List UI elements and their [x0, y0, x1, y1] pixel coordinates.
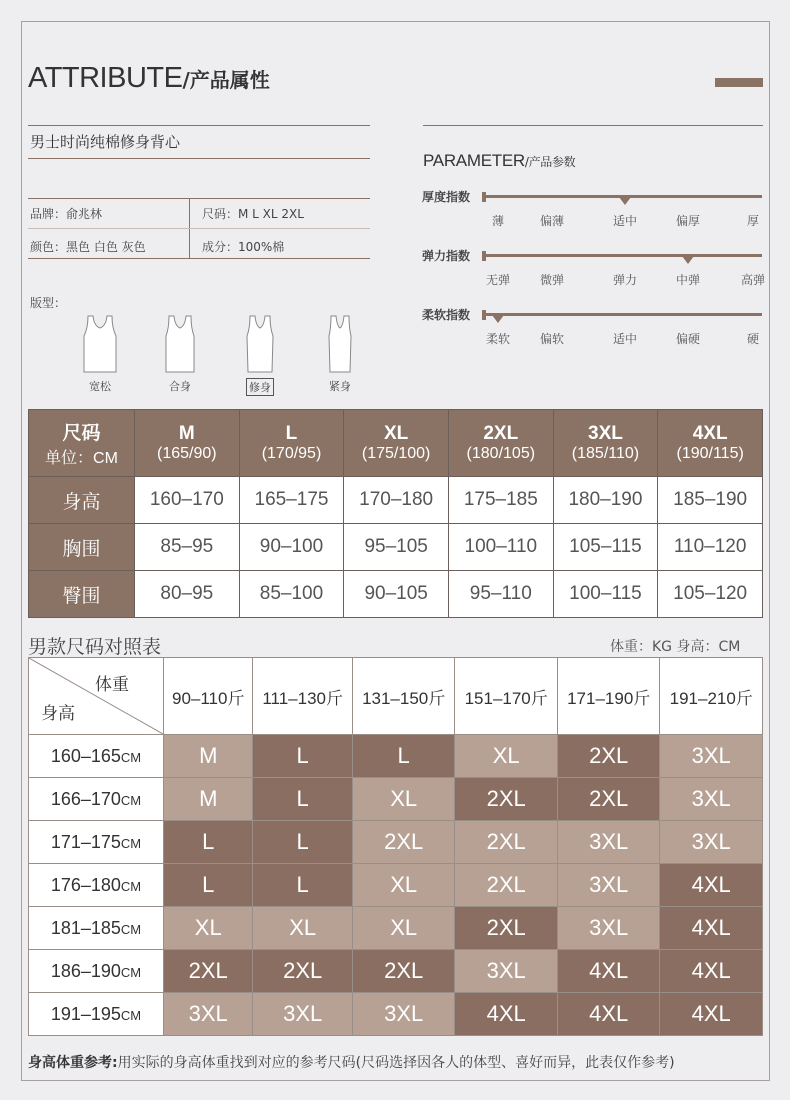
- table-row: [29, 950, 763, 993]
- fit-option-label: 宽松: [89, 380, 111, 393]
- color-info: 颜色：黑色 白色 灰色: [30, 240, 146, 254]
- table-cell: 105–115: [553, 524, 658, 571]
- slider-tick-label: 中弹: [675, 273, 700, 287]
- tank-top-icon: [76, 314, 124, 374]
- size-cell: 2XL: [455, 821, 558, 864]
- product-name: 男士时尚纯棉修身背心: [30, 133, 181, 151]
- divider: [28, 158, 370, 159]
- size-spec: (190/115): [676, 445, 744, 462]
- ref-table-header: [29, 658, 763, 735]
- accent-bar: [715, 78, 763, 87]
- size-cell: 2XL: [253, 950, 352, 993]
- height-unit: CM: [120, 1007, 142, 1023]
- table-cell: 175–185: [448, 477, 553, 524]
- size-cell: 4XL: [660, 993, 763, 1036]
- ref-table: [28, 657, 763, 1036]
- corner-title: 尺码: [62, 423, 101, 444]
- size-cell: L: [253, 821, 352, 864]
- height-range: 191–195: [50, 1003, 121, 1024]
- table-cell: 170–180: [344, 477, 449, 524]
- weight-column-header: 131–150斤: [352, 658, 455, 735]
- ref-table-units: 体重：KG 身高：CM: [610, 639, 741, 655]
- size-cell: 2XL: [352, 950, 455, 993]
- fit-option: [150, 314, 210, 394]
- parameter-sliders: [420, 185, 765, 355]
- size-cell: 2XL: [557, 735, 660, 778]
- table-row: [29, 907, 763, 950]
- divider: [28, 125, 370, 126]
- size-spec: (180/105): [466, 445, 536, 462]
- size-cell: XL: [455, 735, 558, 778]
- height-unit: CM: [120, 921, 142, 937]
- slider-tick-label: 偏厚: [675, 214, 700, 228]
- table-cell: 180–190: [553, 477, 658, 524]
- height-range: 176–180: [50, 874, 121, 895]
- size-cell: XL: [253, 907, 352, 950]
- slider-tick-label: 微弹: [539, 273, 564, 287]
- size-cell: 2XL: [455, 907, 558, 950]
- size-cell: 3XL: [352, 993, 455, 1036]
- parameter-title: PARAMETER/产品参数: [423, 151, 576, 170]
- weight-column-header: 111–130斤: [253, 658, 352, 735]
- size-info: 尺码：M L XL 2XL: [202, 207, 304, 221]
- height-unit: CM: [120, 792, 142, 808]
- slider-label: 厚度指数: [422, 190, 471, 204]
- size-column-header: [135, 410, 240, 477]
- height-range: 181–185: [50, 917, 121, 938]
- size-cell: XL: [352, 864, 455, 907]
- fit-label: 版型：: [30, 296, 67, 310]
- tank-top-icon: [316, 314, 364, 374]
- slider-tick-label: 弹力: [612, 273, 637, 287]
- size-cell: 2XL: [455, 778, 558, 821]
- size-cell: 3XL: [660, 778, 763, 821]
- slider-tick-label: 柔软: [485, 332, 510, 346]
- size-cell: 2XL: [455, 864, 558, 907]
- fit-option-label: 修身: [246, 378, 274, 396]
- table-row: [29, 524, 763, 571]
- height-row-header: [29, 778, 164, 821]
- size-cell: XL: [352, 778, 455, 821]
- table-cell: 95–110: [448, 571, 553, 618]
- slider-tick-label: 无弹: [485, 273, 510, 287]
- table-cell: 100–110: [448, 524, 553, 571]
- table-cell: 100–115: [553, 571, 658, 618]
- fit-option: [230, 314, 290, 396]
- height-range: 171–175: [50, 831, 121, 852]
- divider: [28, 228, 370, 229]
- size-label: M: [178, 423, 195, 444]
- size-cell: 3XL: [660, 821, 763, 864]
- table-cell: 90–100: [239, 524, 344, 571]
- table-cell: 160–170: [135, 477, 240, 524]
- size-column-header: [344, 410, 449, 477]
- slider-tick-label: 偏硬: [675, 332, 700, 346]
- size-cell: 3XL: [164, 993, 253, 1036]
- size-table: [28, 409, 763, 618]
- height-unit: CM: [120, 964, 142, 980]
- size-label: XL: [384, 423, 409, 444]
- size-spec: (185/110): [571, 445, 640, 462]
- weight-column-header: 90–110斤: [164, 658, 253, 735]
- height-unit: CM: [120, 749, 142, 765]
- size-cell: 4XL: [557, 950, 660, 993]
- height-row-header: [29, 950, 164, 993]
- size-cell: 3XL: [557, 821, 660, 864]
- size-label: 4XL: [692, 423, 728, 444]
- height-unit: CM: [120, 878, 142, 894]
- slider-marker: [492, 315, 504, 323]
- table-cell: 85–95: [135, 524, 240, 571]
- size-spec: (175/100): [361, 445, 431, 462]
- slider-track: [482, 254, 762, 257]
- height-row-header: [29, 907, 164, 950]
- slider-marker: [682, 256, 694, 264]
- table-cell: 85–100: [239, 571, 344, 618]
- ref-table-title: 男款尺码对照表: [28, 636, 162, 658]
- size-label: 3XL: [588, 423, 623, 444]
- table-row: [29, 864, 763, 907]
- size-cell: 4XL: [660, 907, 763, 950]
- slider-tick-label: 厚: [746, 214, 759, 228]
- corner-unit: 单位：CM: [45, 450, 118, 467]
- weight-column-header: 171–190斤: [557, 658, 660, 735]
- slider-tick-label: 适中: [612, 332, 637, 346]
- size-cell: M: [164, 778, 253, 821]
- height-range: 160–165: [50, 745, 121, 766]
- size-cell: M: [164, 735, 253, 778]
- tank-top-icon: [156, 314, 204, 374]
- size-cell: 3XL: [660, 735, 763, 778]
- size-table-corner: [29, 410, 135, 477]
- slider-marker: [619, 197, 631, 205]
- height-row-header: [29, 993, 164, 1036]
- page-title: ATTRIBUTE/产品属性: [28, 62, 270, 94]
- size-cell: L: [253, 864, 352, 907]
- size-cell: 4XL: [660, 950, 763, 993]
- slider-tick-label: 硬: [746, 332, 759, 346]
- table-row: [29, 821, 763, 864]
- height-row-header: [29, 735, 164, 778]
- table-cell: 80–95: [135, 571, 240, 618]
- table-row: [29, 735, 763, 778]
- size-cell: 3XL: [253, 993, 352, 1036]
- slider-tick-label: 薄: [491, 214, 504, 228]
- size-label: L: [285, 423, 298, 444]
- size-column-header: [658, 410, 763, 477]
- ref-table-corner: [29, 658, 164, 735]
- size-cell: L: [164, 864, 253, 907]
- size-spec: (170/95): [261, 445, 322, 462]
- row-header: 身高: [29, 477, 135, 524]
- slider-tick-label: 适中: [612, 214, 637, 228]
- size-cell: L: [164, 821, 253, 864]
- size-column-header: [239, 410, 344, 477]
- size-cell: 4XL: [557, 993, 660, 1036]
- table-cell: 110–120: [658, 524, 763, 571]
- fit-option: [310, 314, 370, 394]
- size-table-header: [29, 410, 763, 477]
- size-cell: 4XL: [455, 993, 558, 1036]
- size-cell: 2XL: [557, 778, 660, 821]
- material-info: 成分：100%棉: [202, 240, 285, 254]
- table-cell: 105–120: [658, 571, 763, 618]
- weight-column-header: 191–210斤: [660, 658, 763, 735]
- slider-track: [482, 313, 762, 316]
- footer-note: 身高体重参考:用实际的身高体重找到对应的参考尺码(尺码选择因各人的体型、喜好而异，此表仅作参考): [28, 1055, 675, 1071]
- size-cell: 2XL: [352, 821, 455, 864]
- slider-label: 柔软指数: [422, 308, 471, 322]
- size-cell: L: [253, 778, 352, 821]
- size-cell: 2XL: [164, 950, 253, 993]
- fit-option: [70, 314, 130, 394]
- height-row-header: [29, 864, 164, 907]
- tank-top-icon: [236, 314, 284, 374]
- size-cell: 3XL: [455, 950, 558, 993]
- size-cell: L: [352, 735, 455, 778]
- slider-tick-label: 高弹: [740, 273, 765, 287]
- fit-options: [70, 314, 390, 394]
- height-unit: CM: [120, 835, 142, 851]
- weight-column-header: 151–170斤: [455, 658, 558, 735]
- brand-info: 品牌：俞兆林: [30, 207, 103, 221]
- height-row-header: [29, 821, 164, 864]
- size-cell: L: [253, 735, 352, 778]
- size-column-header: [448, 410, 553, 477]
- table-row: [29, 993, 763, 1036]
- size-spec: (165/90): [157, 445, 217, 462]
- fit-option-label: 紧身: [329, 380, 351, 393]
- slider-tick-label: 偏薄: [539, 214, 564, 228]
- slider-tick-label: 偏软: [539, 332, 564, 346]
- table-cell: 95–105: [344, 524, 449, 571]
- row-header: 胸围: [29, 524, 135, 571]
- divider: [28, 198, 370, 199]
- row-header: 臀围: [29, 571, 135, 618]
- fit-option-label: 合身: [169, 380, 191, 393]
- size-cell: XL: [164, 907, 253, 950]
- table-row: [29, 778, 763, 821]
- size-label: 2XL: [483, 423, 519, 444]
- divider: [423, 125, 763, 126]
- height-range: 186–190: [50, 960, 121, 981]
- size-cell: 4XL: [660, 864, 763, 907]
- table-cell: 185–190: [658, 477, 763, 524]
- corner-height-label: 身高: [41, 704, 75, 723]
- table-row: [29, 571, 763, 618]
- corner-weight-label: 体重: [95, 675, 129, 694]
- divider: [28, 258, 370, 259]
- size-cell: 3XL: [557, 864, 660, 907]
- slider-label: 弹力指数: [422, 249, 471, 263]
- size-cell: XL: [352, 907, 455, 950]
- table-cell: 90–105: [344, 571, 449, 618]
- table-cell: 165–175: [239, 477, 344, 524]
- size-column-header: [553, 410, 658, 477]
- height-range: 166–170: [50, 788, 121, 809]
- size-cell: 3XL: [557, 907, 660, 950]
- table-row: [29, 477, 763, 524]
